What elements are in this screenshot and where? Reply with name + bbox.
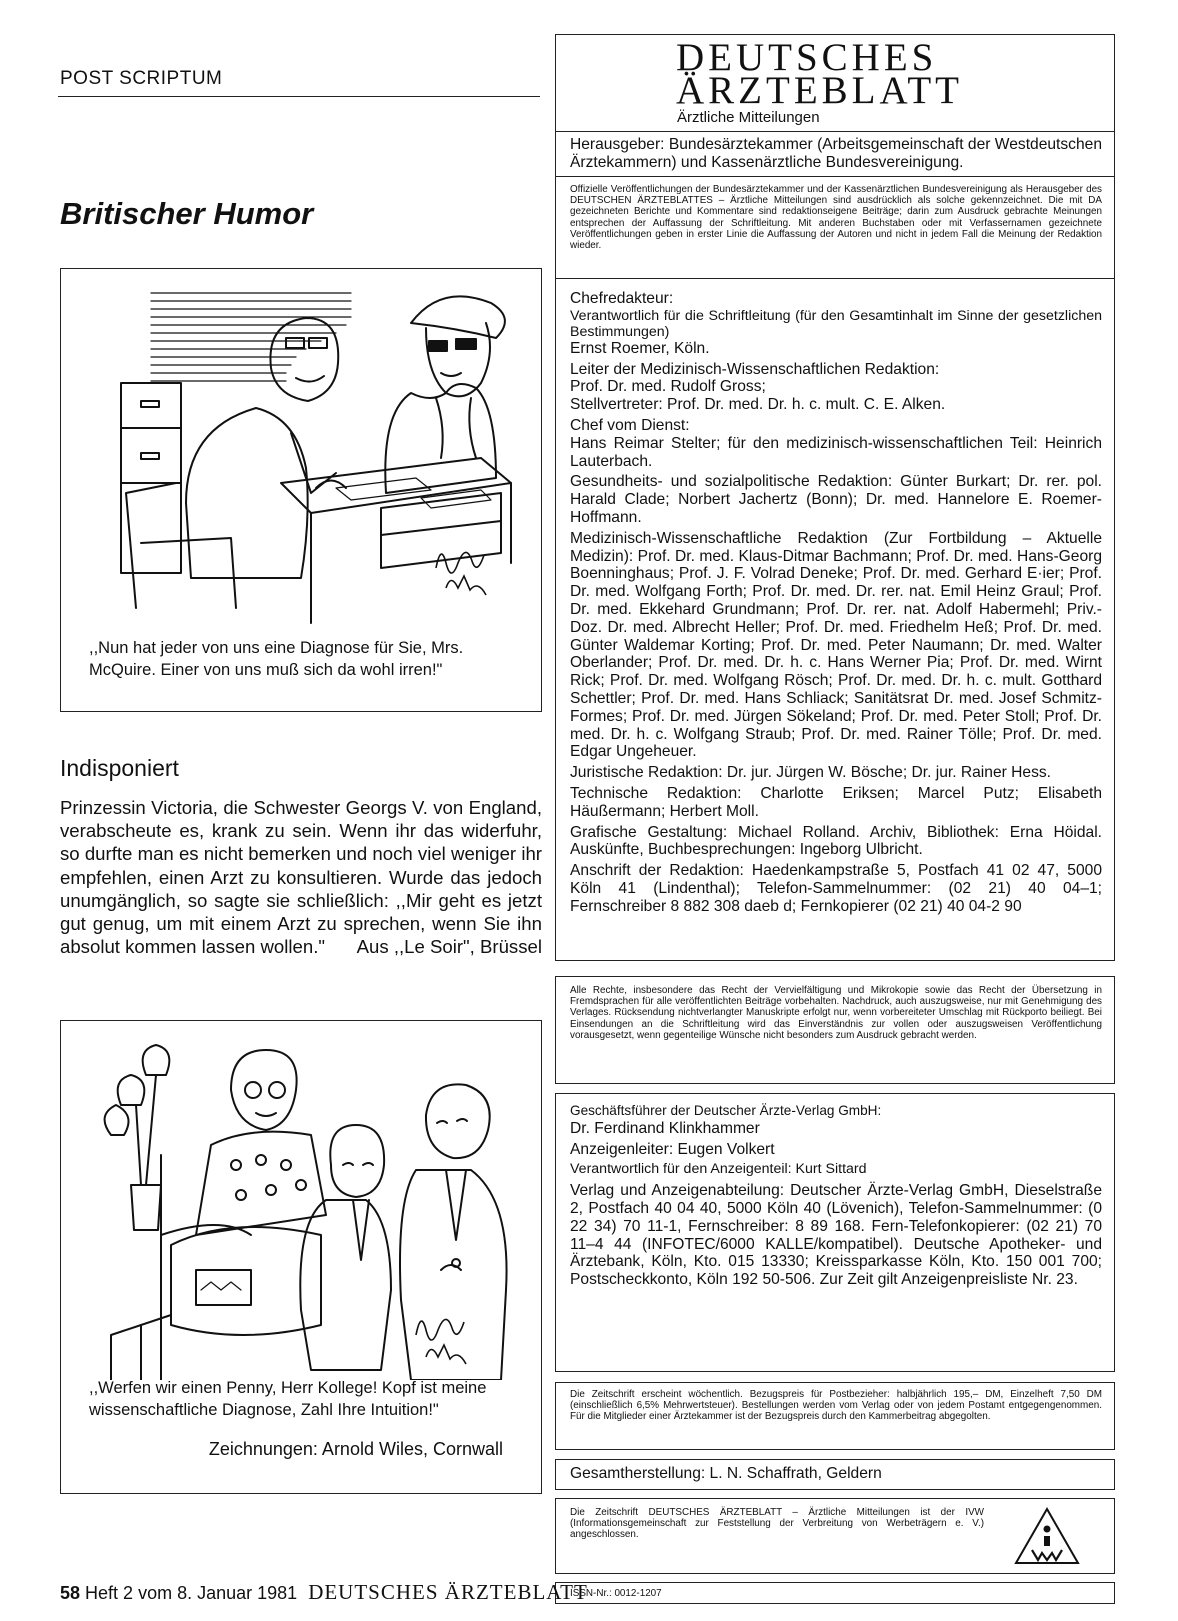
cartoon-coin-toss-illustration <box>81 1035 521 1380</box>
masthead-divider <box>556 131 1114 132</box>
issn-number: ISSN-Nr.: 0012-1207 <box>570 1588 662 1599</box>
ivw-notice: Die Zeitschrift DEUTSCHES ÄRZTEBLATT – Ärztliche Mitteilungen ist der IVW (Informationsgemeinschaft zur Feststellung der Verbreitung von Werbeträgern e. V.) angeschlossen. <box>570 1507 984 1541</box>
cartoon-doctors-frame <box>60 268 542 712</box>
cartoon-credit: Zeichnungen: Arnold Wiles, Cornwall <box>208 1439 503 1459</box>
subscription-box <box>555 1382 1115 1450</box>
publisher-address: Verlag und Anzeigenabteilung: Deutscher Ärzte-Verlag GmbH, Dieselstraße 2, Postfach 40 04 40, 5000 Köln 40 (Lövenich), Telefon-Sammelnummer: (0 22 34) 70 11-1, Fernschreiber: 8 89 168. Fern-Telefonkopierer: (02 21) 70 11–4 44 (INFOTEC/6000 KALLE/kompatibel). Deutsche Apotheker- und Ärztebank, Köln, Kto. 015 13330; Kreissparkasse Köln, Kto. 150 001 700; Postscheckkonto, Köln 192 50-506. Zur Zeit gilt Anzeigenpreisliste Nr. 23. <box>570 1182 1102 1289</box>
cartoon1-caption: ,,Nun hat jeder von uns eine Diagnose für Sie, Mrs. McQuire. Einer von uns muß sich da wohl irren!" <box>89 639 464 679</box>
rights-box <box>555 976 1115 1084</box>
printer-info: Gesamtherstellung: L. N. Schaffrath, Geldern <box>570 1465 882 1482</box>
staff-duty: Hans Reimar Stelter; für den medizinisch-wissenschaftlichen Teil: Heinrich Lauterbach. <box>570 434 1102 470</box>
cartoon-coin-toss-frame <box>60 1020 542 1494</box>
staff-technical: Technische Redaktion: Charlotte Eriksen; Marcel Putz; Elisabeth Häußermann; Herbert Moll. <box>570 784 1102 820</box>
issn-box <box>555 1582 1115 1604</box>
ivw-logo-icon <box>1012 1505 1082 1567</box>
editorial-address: Anschrift der Redaktion: Haedenkampstraße 5, Postfach 41 02 47, 5000 Köln 41 (Lindenthal); Telefon-Sammelnummer: (02 21) 40 04–1; Fernschreiber 8 882 308 daeb d; Fernkopierer (02 21) 40 04-2 90 <box>570 862 1102 915</box>
staff-legal: Juristische Redaktion: Dr. jur. Jürgen W. Bösche; Dr. jur. Rainer Hess. <box>570 764 1051 782</box>
subscription-info: Die Zeitschrift erscheint wöchentlich. Bezugspreis für Postbezieher: halbjährlich 195,– DM, Einzelheft 7,50 DM (einschließlich 6,5% Mehrwertsteuer). Bestellungen werden vom Verlag oder von jedem Postamt entgegengenommen. Für die Mitglieder einer Ärztekammer ist der Bezugspreis durch den Kammerbeitrag abgegolten. <box>570 1389 1102 1423</box>
masthead-divider <box>556 278 1114 279</box>
masthead-logo: DEUTSCHES ÄRZTEBLATT <box>676 36 963 112</box>
editorial-staff <box>570 290 1102 919</box>
page-footer <box>60 1580 588 1605</box>
official-notice: Offizielle Veröffentlichungen der Bundesärztekammer und der Kassenärztlichen Bundesvereinigung als Herausgeber des DEUTSCHEN ÄRZTEBLATTES – Ärztliche Mitteilungen sind ausdrücklich als solche gekennzeichnet. Die mit DA gezeichneten Berichte und Kommentare sind redaktionseigene Beiträge; darin zum Ausdruck gebrachte Meinungen entsprechen der Auffassung der Schriftleitung. Mit anderen Buchstaben oder mit Verfassernamen gezeichnete Veröffentlichungen geben in erster Linie die Auffassung der Autoren und nicht in jedem Fall die Meinung der Redaktion wieder. <box>570 184 1102 252</box>
staff-chief-label: Chefredakteur: <box>570 290 674 307</box>
page-number: 58 <box>60 1583 81 1603</box>
ivw-box <box>555 1498 1115 1574</box>
article-body <box>60 796 542 959</box>
staff-scientific-editorial: Medizinisch-Wissenschaftliche Redaktion (Zur Fortbildung – Aktuelle Medizin): Prof. Dr. med. Klaus-Ditmar Bachmann; Prof. Dr. med. Hans-Georg Boenninghaus; Prof. J. F. Volrad Deneke; Prof. Dr. med. Gerhard E·ier; Prof. Dr. med. Wolfgang Forth; Prof. Dr. med. Dr. rer. nat. Emil Heinz Graul; Prof. Dr. med. Ekkehard Grundmann; Prof. Dr. rer. nat. Adolf Habermehl; Priv.-Doz. Dr. med. Albrecht Heller; Prof. Dr. med. Friedhelm Heß; Prof. Dr. med. Günter Waldemar Korting; Prof. Dr. med. Peter Naumann; Dr. med. Walter Oberlander; Prof. Dr. med. Dr. h. c. Hans Werner Pia; Prof. Dr. med. Wirnt Rick; Prof. Dr. med. Wolfgang Rösch; Prof. Dr. med. Dr. h. c. mult. Gotthard Schettler; Prof. Dr. med. Hans Schliack; Sanitätsrat Dr. med. Josef Schmitz-Formes; Prof. Dr. med. Jürgen Sökeland; Prof. Dr. med. Peter Stoll; Prof. Dr. med. Dr. h. c. Wolfgang Straub; Prof. Dr. med. Rainer Tölle; Prof. Dr. med. Edgar Ungeheuer. <box>570 529 1102 761</box>
ad-manager: Anzeigenleiter: Eugen Volkert <box>570 1140 775 1158</box>
masthead-divider <box>556 176 1114 177</box>
section-divider <box>58 96 540 97</box>
staff-chief-desc: Verantwortlich für die Schriftleitung (für den Gesamtinhalt im Sinne der gesetzlichen Bestimmungen) <box>570 307 1102 340</box>
managing-director-label: Geschäftsführer der Deutscher Ärzte-Verlag GmbH: <box>570 1103 882 1118</box>
rights-notice: Alle Rechte, insbesondere das Recht der Vervielfältigung und Mikrokopie sowie das Recht der Übersetzung in Fremdsprachen für alle veröffentlichten Beiträge vorbehalten. Nachdruck, auch auszugsweise, nur mit Genehmigung des Verlages. Rücksendung nichtverlangter Manuskripte erfolgt nur, wenn vorbereiteter Umschlag mit Rückporto beiliegt. Bei Einsendungen an die Schriftleitung wird das Einverständnis zur vollen oder auszugsweisen Veröffentlichung vorausgesetzt, wenn gegenteilige Wünsche nicht besonders zum Ausdruck gebracht werden. <box>570 985 1102 1041</box>
masthead-subtitle: Ärztliche Mitteilungen <box>677 109 820 126</box>
cartoon2-signature <box>416 1319 466 1364</box>
page-headline: Britischer Humor <box>60 196 314 231</box>
cartoon2-caption: ,,Werfen wir einen Penny, Herr Kollege! Kopf ist meine wissenschaftliche Diagnose, Zahl Ihre Intuition!" <box>89 1379 487 1419</box>
staff-duty-label: Chef vom Dienst: <box>570 416 690 434</box>
article-text: Prinzessin Victoria, die Schwester Georgs V. von England, verabscheute es, krank zu sein. Wenn ihr das widerfuhr, so durfte man es nicht bemerken und noch viel weniger ihr empfehlen, einen Arzt zu konsultieren. Wurde das jedoch unumgänglich, so sagte sie schließlich: ,,Mir geht es jetzt gut genug, um mit einem Arzt zu sprechen, wenn Sie ihn absolut kommen lassen wollen." <box>60 797 542 958</box>
article-title: Indisponiert <box>60 755 179 781</box>
staff-health-policy: Gesundheits- und sozialpolitische Redaktion: Günter Burkart; Dr. rer. pol. Harald Clade; Norbert Jachertz (Bonn); Dr. med. Hannelore E. Roemer-Hoffmann. <box>570 473 1102 526</box>
cartoon-doctors-illustration <box>81 283 521 628</box>
masthead-box <box>555 34 1115 961</box>
publisher-line: Herausgeber: Bundesärztekammer (Arbeitsgemeinschaft der Westdeutschen Ärztekammern) und Kassenärztliche Bundesvereinigung. <box>570 136 1102 171</box>
ad-responsible: Verantwortlich für den Anzeigenteil: Kurt Sittard <box>570 1161 867 1178</box>
publisher-box <box>555 1093 1115 1372</box>
printer-box <box>555 1459 1115 1490</box>
managing-director: Dr. Ferdinand Klinkhammer <box>570 1119 760 1137</box>
staff-scientific-head-label: Leiter der Medizinisch-Wissenschaftlichen Redaktion: <box>570 360 940 378</box>
article-source: Aus ,,Le Soir", Brüssel <box>356 936 542 958</box>
section-label: POST SCRIPTUM <box>60 68 223 89</box>
issue-info: Heft 2 vom 8. Januar 1981 <box>85 1583 298 1603</box>
staff-scientific-head: Prof. Dr. med. Rudolf Gross; <box>570 378 766 396</box>
staff-chief-name: Ernst Roemer, Köln. <box>570 339 710 357</box>
publisher-staff <box>570 1102 1102 1292</box>
staff-graphics: Grafische Gestaltung: Michael Rolland. Archiv, Bibliothek: Erna Höidal. Auskünfte, Buchbesprechungen: Ingeborg Ulbricht. <box>570 823 1102 859</box>
footer-masthead: DEUTSCHES ÄRZTEBLATT <box>308 1580 588 1604</box>
staff-deputy: Stellvertreter: Prof. Dr. med. Dr. h. c. mult. C. E. Alken. <box>570 396 946 414</box>
